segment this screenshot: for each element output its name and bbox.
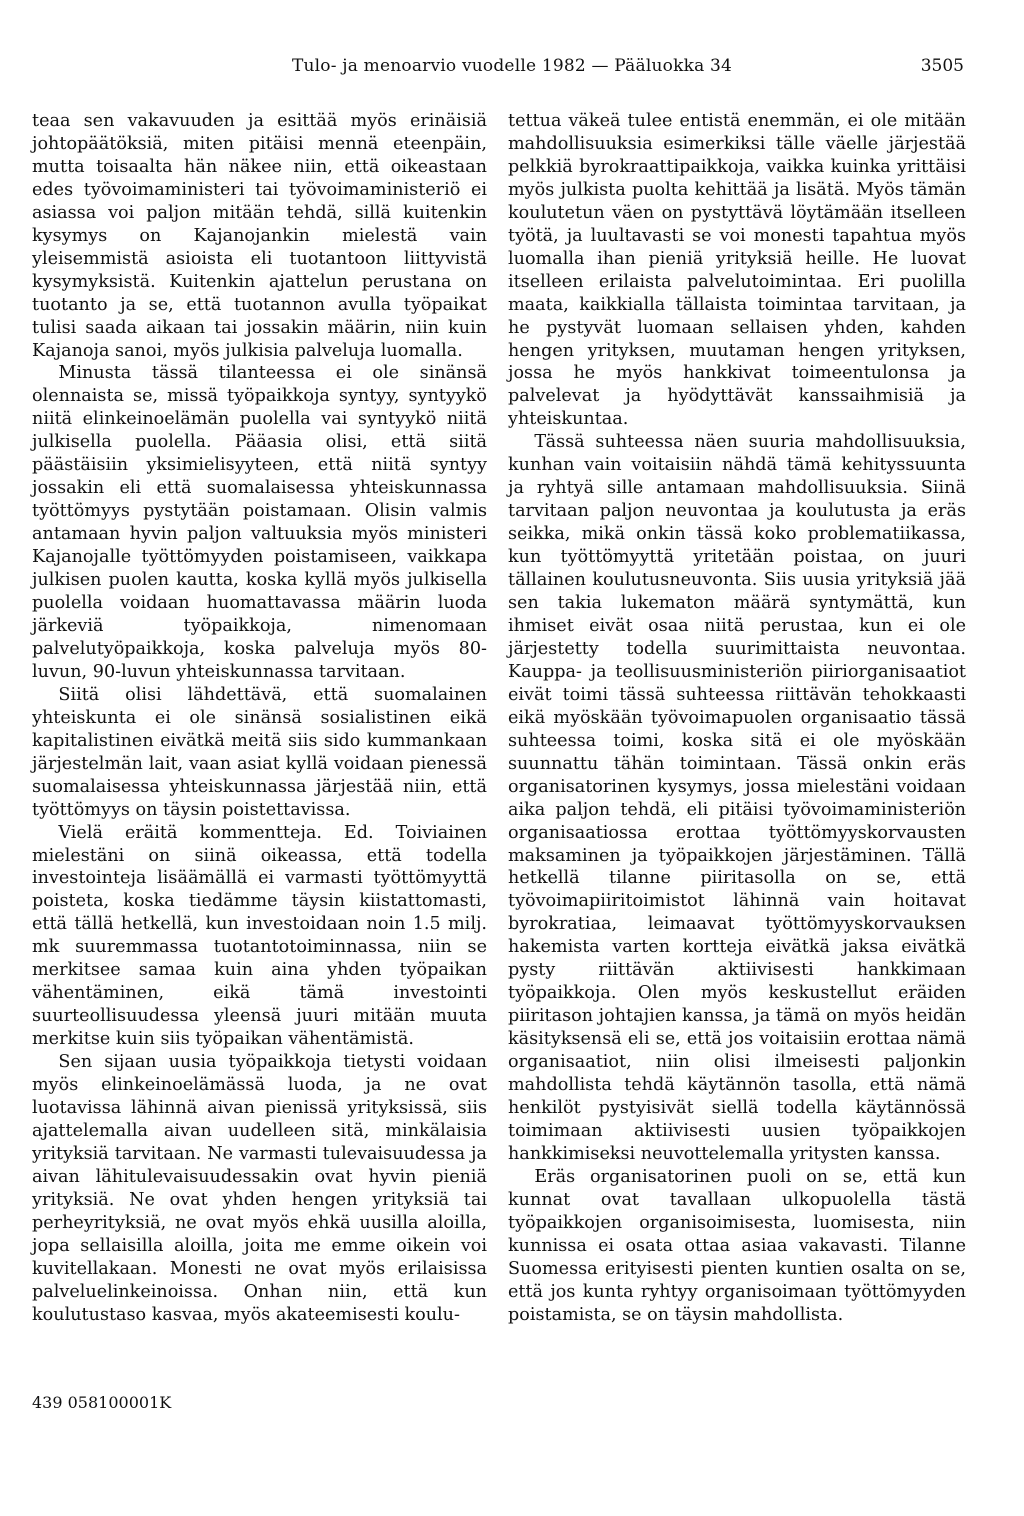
left-column [32, 110, 487, 1327]
paragraph: Siitä olisi lähdettävä, että suomalainen yhteiskunta ei ole sinänsä sosialistinen eikä kapitalistinen eivätkä meitä siis sido kummankaan järjestelmän lait, vaan asiat kyllä voidaan pienessä suomalaisessa yhteiskunnassa järjestää niin, että työttömyys on täysin poistettavissa. [32, 684, 487, 820]
paragraph: Eräs organisatorinen puoli on se, että kun kunnat ovat tavallaan ulkopuolella tästä työpaikkojen organisoimisesta, luomisesta, niin kunnissa ei osata ottaa asiaa vakavasti. Tilanne Suomessa erityisesti pienten kuntien osalta on se, että jos kunta ryhtyy organisoimaan työttömyyden poistamista, se on täysin mahdollista. [508, 1166, 966, 1325]
paragraph: Vielä eräitä kommentteja. Ed. Toiviainen mielestäni on siinä oikeassa, että todella investointeja lisäämällä ei varmasti työttömyyttä poisteta, koska tiedämme täysin kiistattomasti, että tällä hetkellä, kun investoidaan noin 1.5 milj. mk suuremmassa tuotantotoiminnassa, niin se merkitsee samaa kuin aina yhden työpaikan vähentäminen, eikä tämä investointi suurteollisuudessa yleensä juuri mitään muuta merkitse kuin siis työpaikan vähentämistä. [32, 822, 487, 1050]
footer-code: 439 058100001K [32, 1393, 172, 1412]
page-header [0, 56, 1024, 86]
paragraph: Minusta tässä tilanteessa ei ole sinänsä olennaista se, missä työpaikkoja syntyy, syntyykö niitä elinkeinoelämän puolella vai syntyykö niitä julkisella puolella. Pääasia olisi, että siitä päästäisiin yksimielisyyteen, että niitä syntyy jossakin eli että suomalaisessa yhteiskunnassa työttömyys pystytään poistamaan. Olisin valmis antamaan hyvin paljon valtuuksia myös ministeri Kajanojalle työttömyyden poistamiseen, vaikkapa julkisen puolen kautta, koska kyllä myös julkisella puolella voidaan huomattavassa määrin luoda järkeviä työpaikkoja, nimenomaan palvelutyöpaikkoja, koska palveluja myös 80-luvun, 90-luvun yhteiskunnassa tarvitaan. [32, 363, 487, 682]
paragraph: tettua väkeä tulee entistä enemmän, ei ole mitään mahdollisuuksia esimerkiksi tälle väelle järjestää pelkkiä byrokraattipaikkoja, vaikka kuinka yrittäisi myös julkista puolta kehittää ja lisätä. Myös tämän koulutetun väen on pystyttävä löytämään itselleen työtä, ja luultavasti se voi monesti tapahtua myös luomalla ihan pieniä yrityksiä heille. He luovat itselleen erilaista palvelutoimintaa. Eri puolilla maata, kaikkialla tällaista toimintaa tarvitaan, ja he pystyvät luomaan sellaisen yhden, kahden hengen yrityksen, muutaman hengen yrityksen, jossa he myös hankkivat toimeentulonsa ja palvelevat ja hyödyttävät kanssaihmisiä ja yhteiskuntaa. [508, 111, 966, 430]
running-head: Tulo- ja menoarvio vuodelle 1982 — Pääluokka 34 [291, 56, 733, 76]
paragraph: Sen sijaan uusia työpaikkoja tietysti voidaan myös elinkeinoelämässä luoda, ja ne ovat luotavissa lähinnä aivan pienissä yrityksissä, siis ajattelemalla aivan uudelleen sitä, minkälaisia yrityksiä tarvitaan. Ne varmasti tulevaisuudessa ja aivan lähitulevaisuudessakin ovat hyvin pieniä yrityksiä. Ne ovat yhden hengen yrityksiä tai perheyrityksiä, ne ovat myös ehkä uusilla aloilla, jopa sellaisilla aloilla, joita me emme oikein voi kuvitellakaan. Monesti ne ovat myös erilaisissa palveluelinkeinoissa. Onhan niin, että kun koulutustaso kasvaa, myös akateemisesti koulu- [32, 1052, 487, 1325]
right-column [508, 110, 966, 1327]
paragraph: teaa sen vakavuuden ja esittää myös erinäisiä johtopäätöksiä, miten pitäisi mennä eteenpäin, mutta toisaalta hän näkee niin, että oikeastaan edes työvoimaministeri tai työvoimaministeriö ei asiassa voi paljon mitään tehdä, sillä kuitenkin kysymys on Kajanojankin mielestä vain yleisemmistä asioista eli tuotantoon liittyvistä kysymyksistä. Kuitenkin ajattelun perustana on tuotanto ja se, että tuotannon avulla työpaikat tulisi saada aikaan tai jossakin määrin, niin kuin Kajanoja sanoi, myös julkisia palveluja luomalla. [32, 111, 487, 361]
page-number: 3505 [920, 56, 964, 76]
paragraph: Tässä suhteessa näen suuria mahdollisuuksia, kunhan vain voitaisiin nähdä tämä kehityssuunta ja ryhtyä sille antamaan mahdollisuuksia. Siinä tarvitaan paljon neuvontaa ja koulutusta ja eräs seikka, mikä onkin tässä koko problematiikassa, kun työttömyyttä yritetään poistaa, on juuri tällainen koulutusneuvonta. Siis uusia yrityksiä jää sen takia lukematon määrä syntymättä, kun ihmiset eivät osaa niitä perustaa, kun ei ole järjestetty todella suurimittaista neuvontaa. Kauppa- ja teollisuusministeriön piiriorganisaatiot eivät toimi tässä suhteessa riittävän tehokkaasti eikä myöskään työvoimapuolen organisaatio tässä suhteessa toimi, koska sitä ei ole myöskään suunnattu tähän toimintaan. Tässä onkin eräs organisatorinen kysymys, jossa mielestäni voidaan aika paljon tehdä, eli pitäisi työvoimaministeriön organisaatiossa erottaa työttömyyskorvausten maksaminen ja työpaikkojen järjestäminen. Tällä hetkellä tilanne piiritasolla on se, että työvoimapiiritoimistot lähinnä vain hoitavat byrokratiaa, leimaavat työttömyyskorvauksen hakemista varten kortteja eivätkä jaksa eivätkä pysty riittävän aktiivisesti hankkimaan työpaikkoja. Olen myös keskustellut eräiden piiritason johtajien kanssa, ja tämä on myös heidän käsityksensä eli se, että jos voitaisiin erottaa nämä organisaatiot, niin olisi ilmeisesti paljonkin mahdollista tehdä käytännön tasolla, että nämä henkilöt pystyisivät siellä todella käytännössä toimimaan aktiivisesti uusien työpaikkojen hankkimiseksi neuvottelemalla yritysten kanssa. [508, 432, 966, 1164]
